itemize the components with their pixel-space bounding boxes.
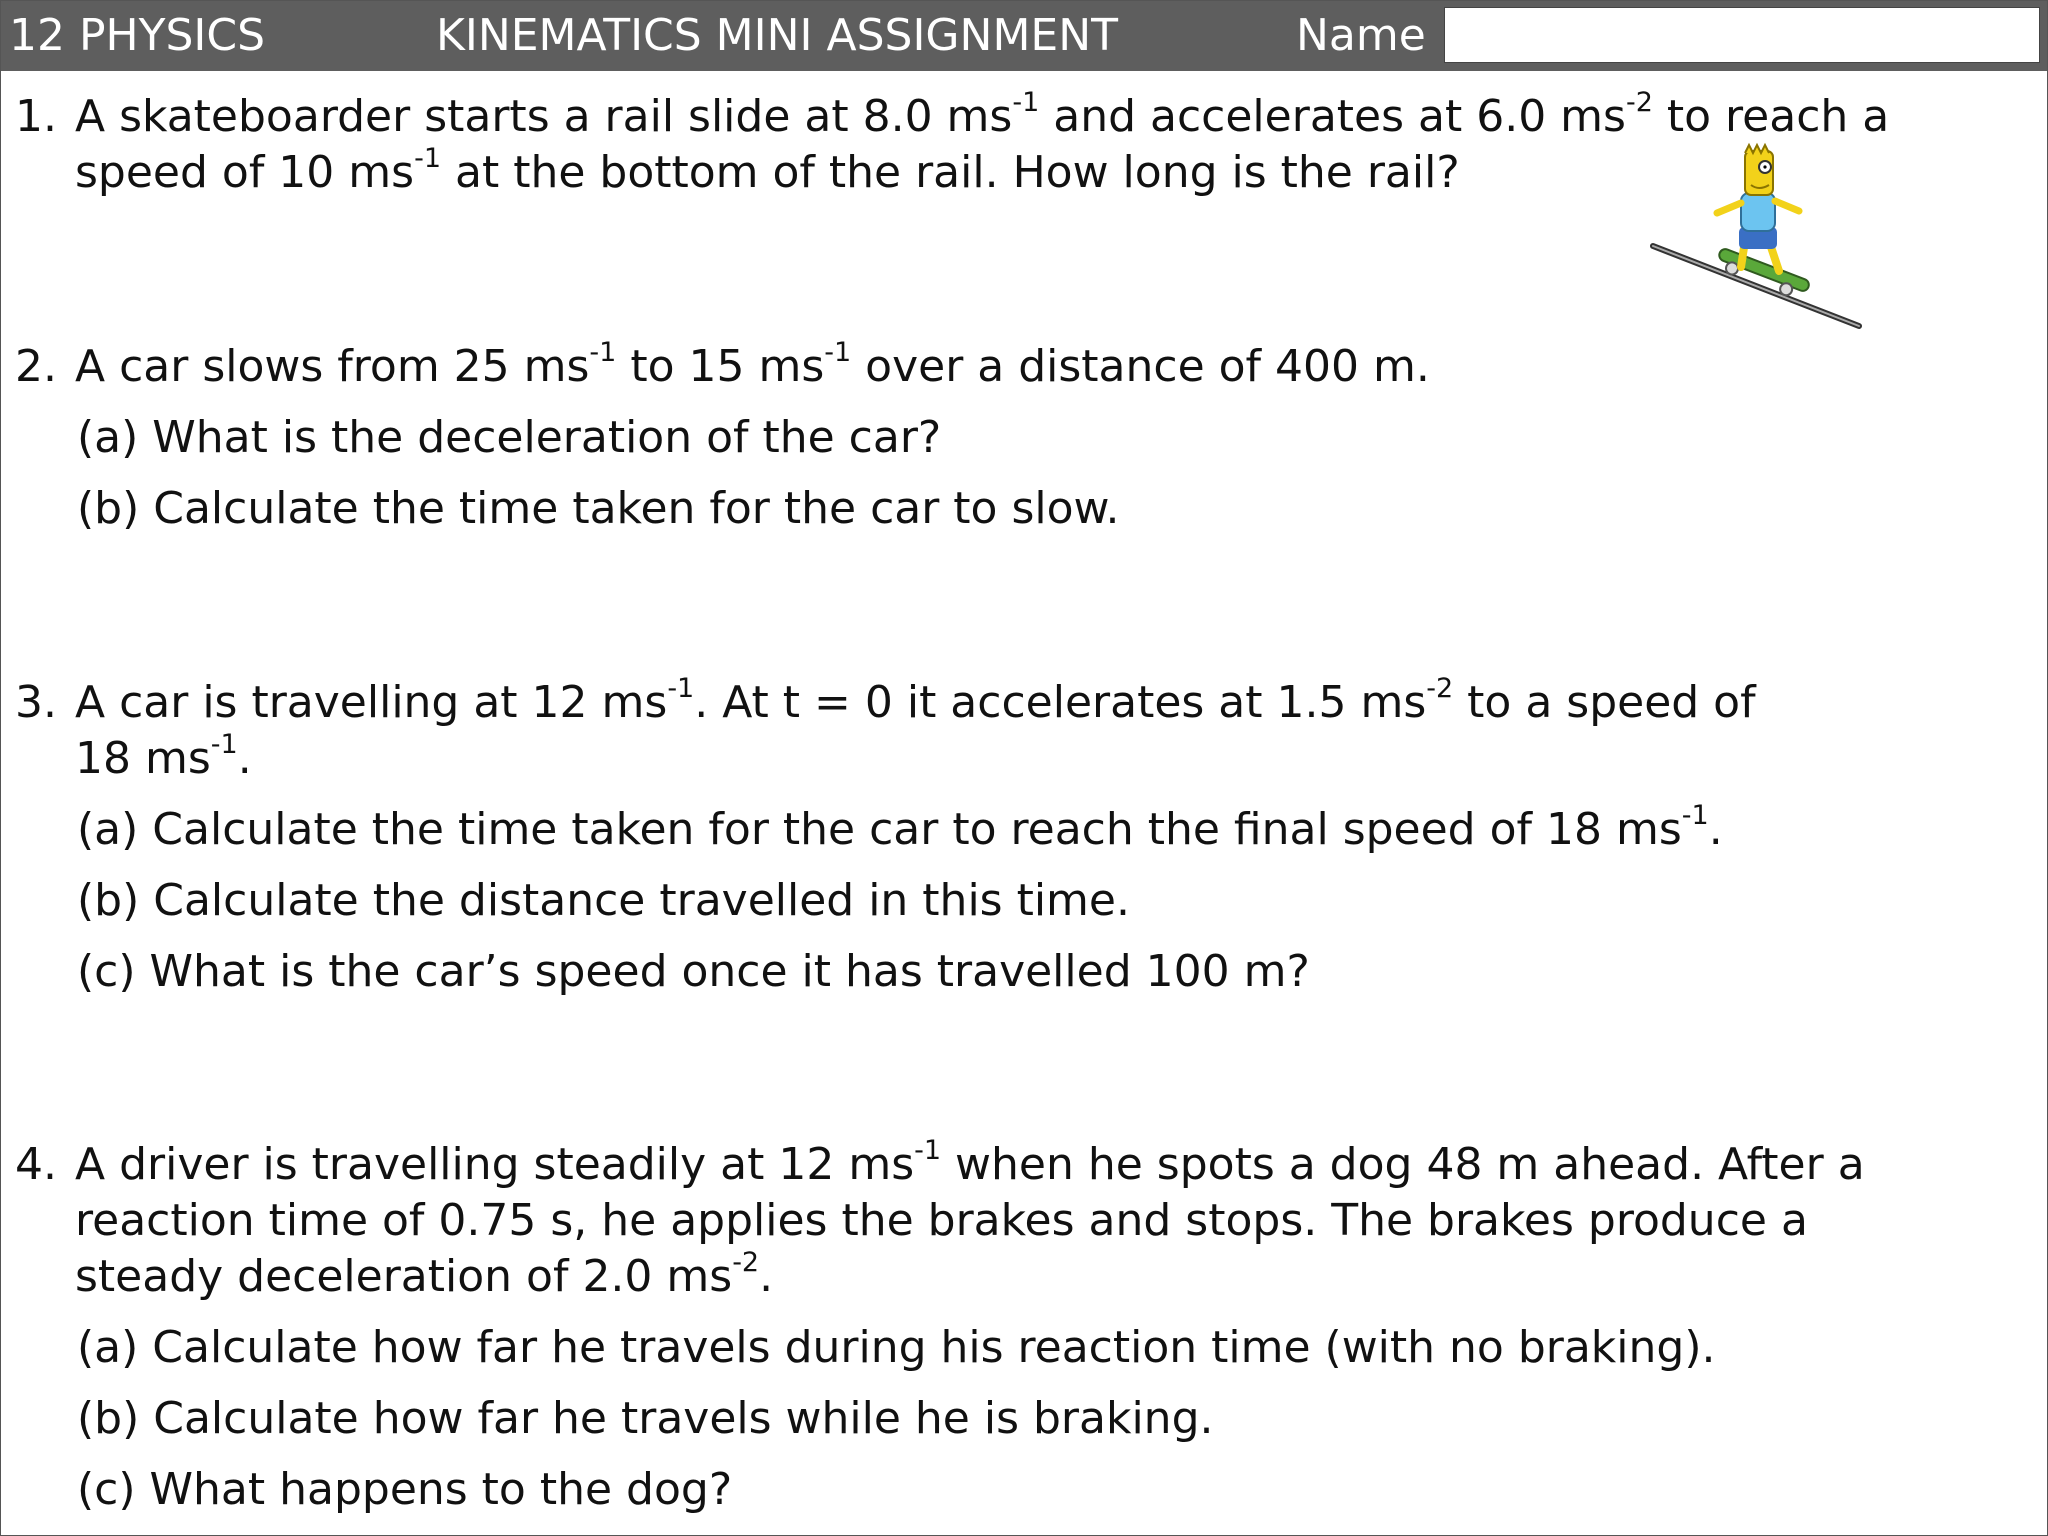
assignment-title: KINEMATICS MINI ASSIGNMENT bbox=[436, 10, 1118, 61]
name-label: Name bbox=[1296, 10, 1426, 61]
question-part-c: (c) What happens to the dog? bbox=[77, 1464, 733, 1515]
question-stem bbox=[15, 1137, 2005, 1305]
question-stem bbox=[15, 339, 2005, 395]
name-field[interactable] bbox=[1444, 7, 2040, 63]
header-bar bbox=[1, 1, 2047, 71]
question-part-a: (a) Calculate the time taken for the car to reach the final speed of 18 $ms^{-1}$. bbox=[77, 800, 1723, 855]
course-label: 12 PHYSICS bbox=[9, 10, 266, 61]
question-number: 1. bbox=[15, 91, 57, 142]
skateboarder-on-rail-icon bbox=[1641, 141, 1871, 341]
stem-line: A car slows from 25 $ms^{-1}$ to 15 $ms^{-1}$ over a distance of 400 m. bbox=[75, 337, 1430, 392]
question-part-a: (a) Calculate how far he travels during his reaction time (with no braking). bbox=[77, 1322, 1716, 1373]
question-2 bbox=[15, 339, 2005, 537]
stem-line: A car is travelling at 12 $ms^{-1}$. At t = 0 it accelerates at 1.5 $ms^{-2}$ to a speed of bbox=[75, 673, 1756, 728]
stem-line: A skateboarder starts a rail slide at 8.0 $ms^{-1}$ and accelerates at 6.0 $ms^{-2}$ to reach a bbox=[75, 87, 1890, 142]
question-part-b: (b) Calculate how far he travels while he is braking. bbox=[77, 1393, 1214, 1444]
question-part-a: (a) What is the deceleration of the car? bbox=[77, 412, 942, 463]
stem-line: reaction time of 0.75 s, he applies the brakes and stops. The brakes produce a bbox=[75, 1195, 1808, 1246]
question-part-b: (b) Calculate the distance travelled in this time. bbox=[77, 875, 1130, 926]
question-part-c: (c) What is the car’s speed once it has travelled 100 m? bbox=[77, 946, 1310, 997]
question-4 bbox=[15, 1137, 2005, 1518]
question-stem bbox=[15, 675, 2005, 787]
stem-line: 18 $ms^{-1}$. bbox=[75, 729, 252, 784]
stem-line: speed of 10 $ms^{-1}$ at the bottom of the rail. How long is the rail? bbox=[75, 143, 1460, 198]
stem-line: steady deceleration of 2.0 $ms^{-2}$. bbox=[75, 1247, 774, 1302]
question-number: 4. bbox=[15, 1139, 57, 1190]
stem-line: A driver is travelling steadily at 12 $ms^{-1}$ when he spots a dog 48 m ahead. After a bbox=[75, 1135, 1865, 1190]
question-part-b: (b) Calculate the time taken for the car to slow. bbox=[77, 483, 1120, 534]
question-number: 2. bbox=[15, 341, 57, 392]
question-3 bbox=[15, 675, 2005, 1000]
question-number: 3. bbox=[15, 677, 57, 728]
